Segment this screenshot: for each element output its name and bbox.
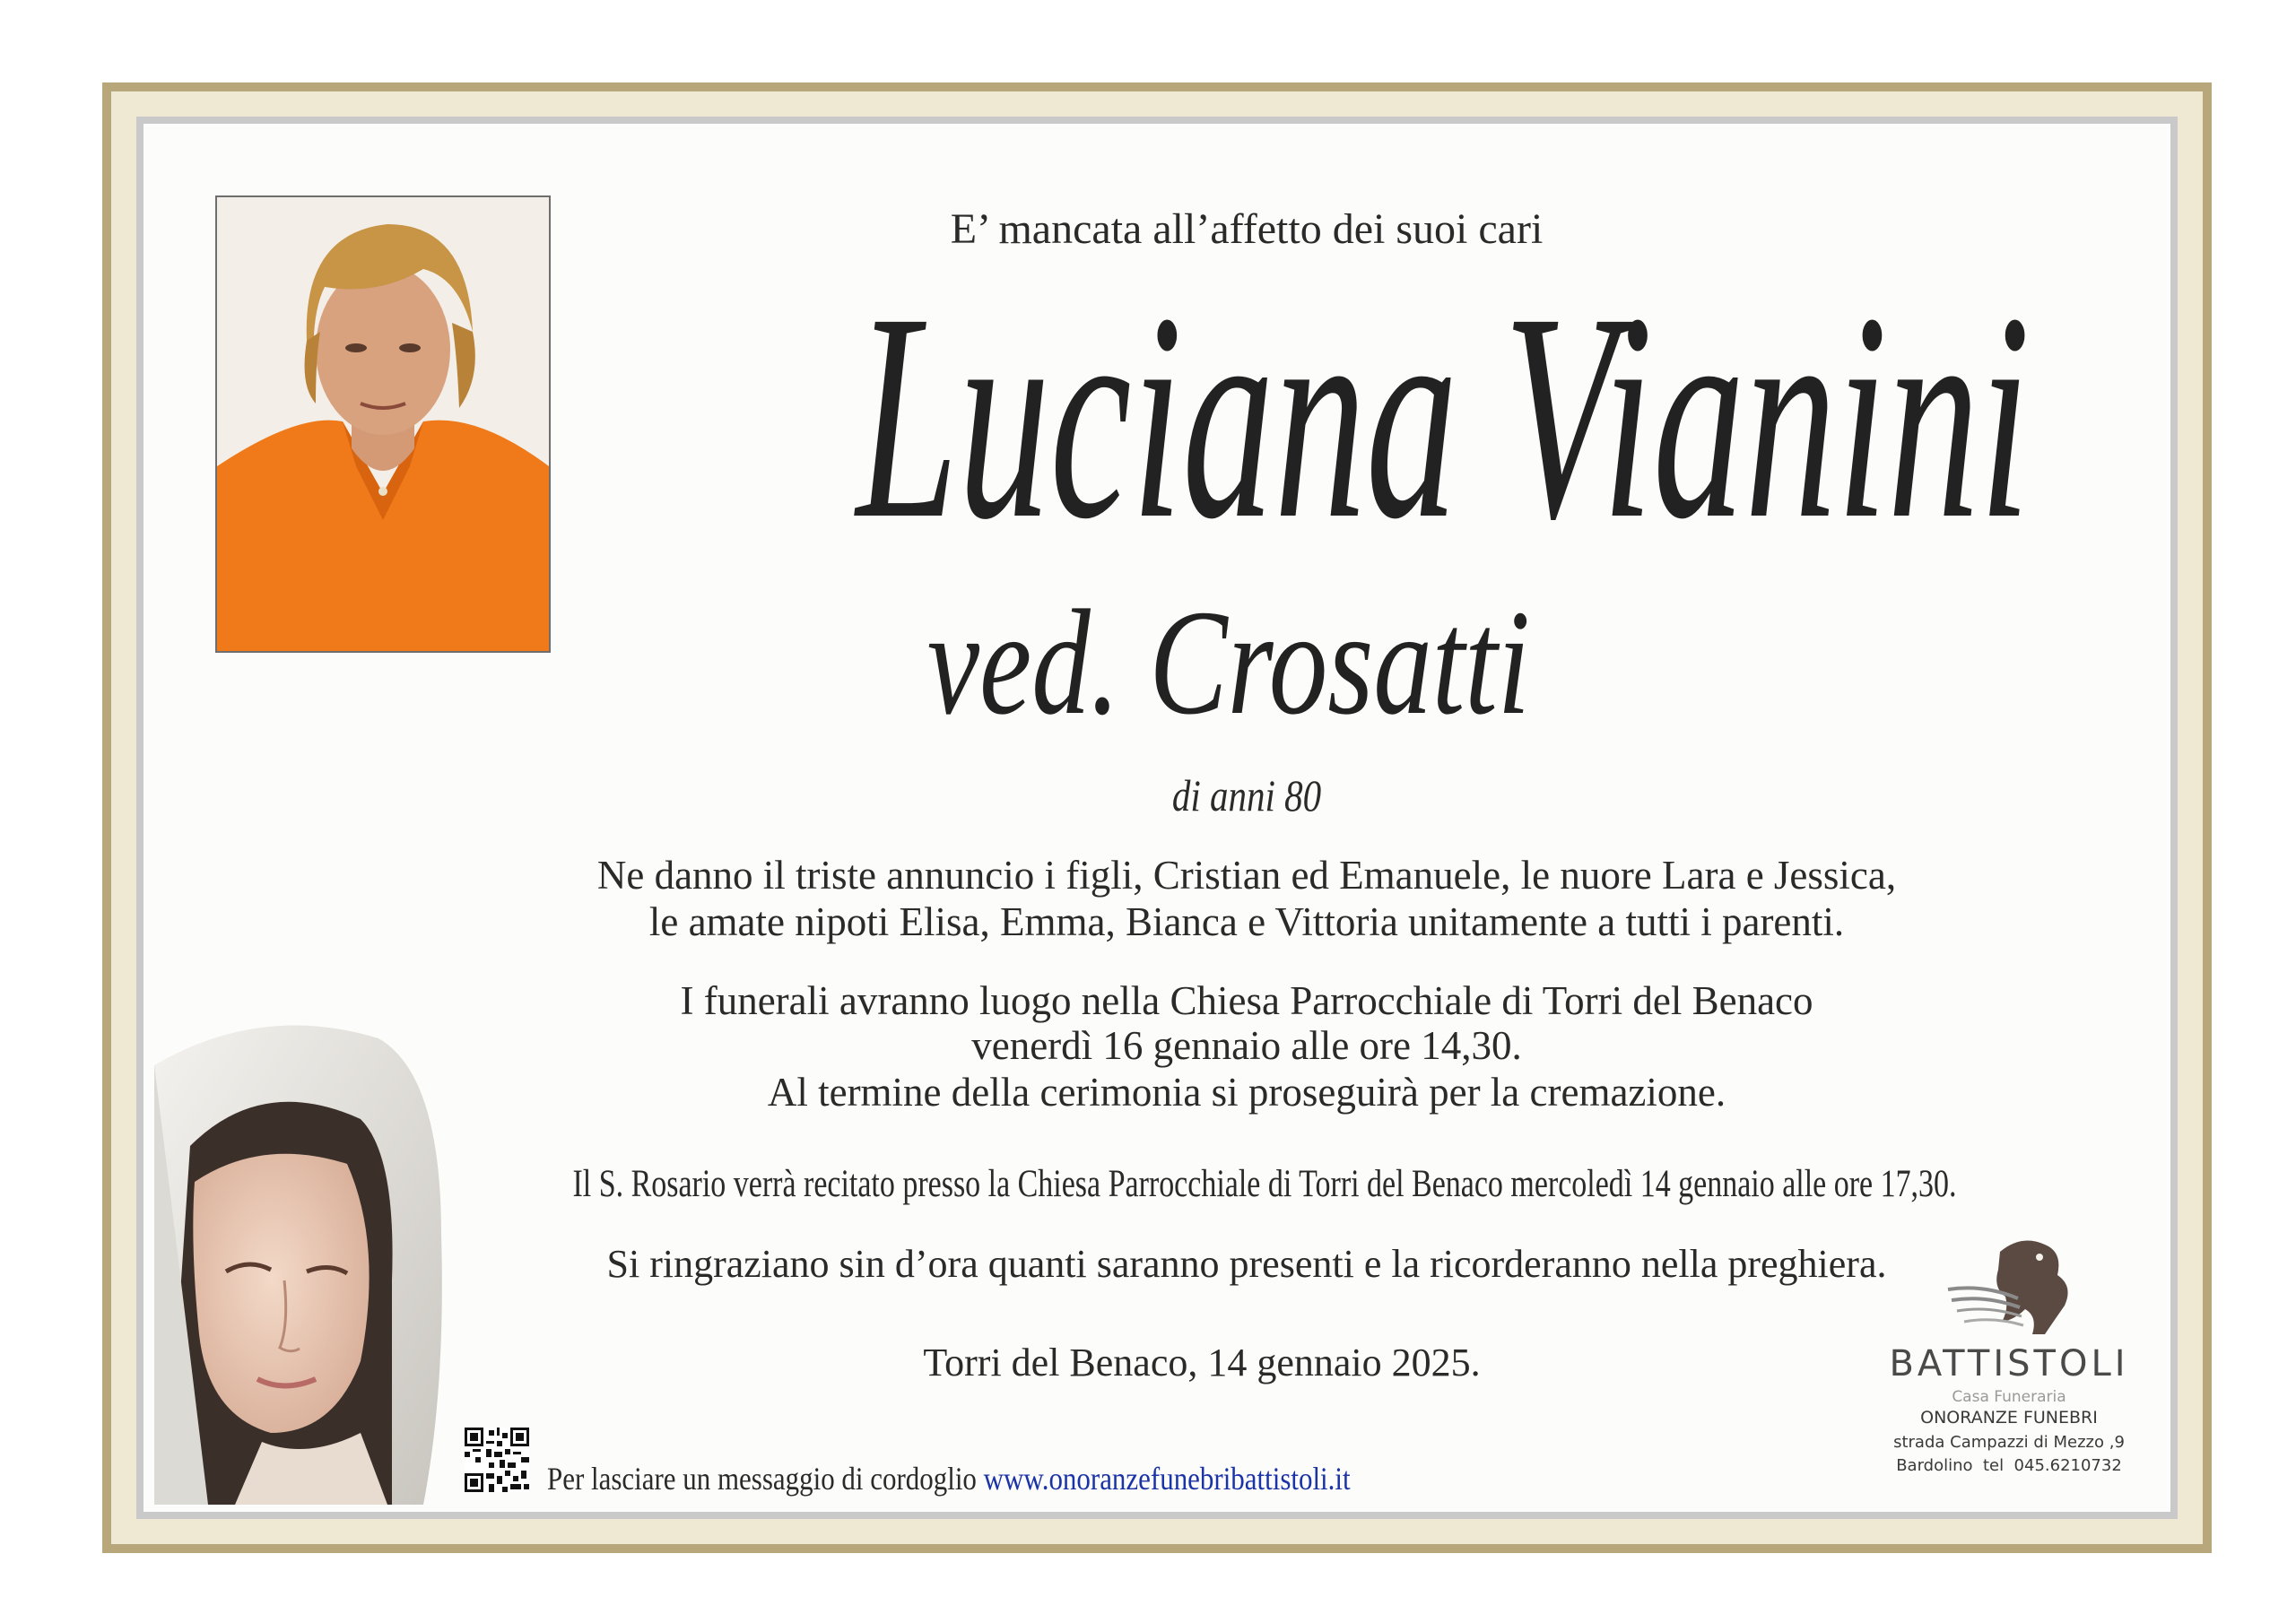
funeral-line-1: I funerali avranno luogo nella Chiesa Parrocchiale di Torri del Benaco [680, 978, 1813, 1023]
thanks-text: Si ringraziano sin d’ora quanti saranno presenti e la ricorderanno nella preghiera. [606, 1242, 1887, 1286]
qr-code-icon[interactable] [465, 1428, 529, 1492]
funeral-home-tagline: Casa Funeraria [1952, 1388, 2066, 1406]
condolence-link[interactable]: www.onoranzefunebribattistoli.it [983, 1461, 1351, 1497]
deceased-name: Luciana Vianini [856, 253, 2031, 580]
portrait-photo [215, 195, 551, 653]
funeral-home-service: ONORANZE FUNEBRI [1920, 1408, 2098, 1428]
intro-text: E’ mancata all’affetto dei suoi cari [950, 205, 1544, 253]
married-name: ved. Crosatti [926, 579, 1531, 746]
place-date: Torri del Benaco, 14 gennaio 2025. [923, 1341, 1481, 1384]
funeral-line-2: venerdì 16 gennaio alle ore 14,30. [971, 1023, 1522, 1068]
funeral-home-phone: Bardolino tel 045.6210732 [1896, 1456, 2122, 1475]
rosary-text: Il S. Rosario verrà recitato presso la Chiesa Parrocchiale di Torri del Benaco mercoledì 14 gennaio alle ore 17,30. [572, 1163, 1957, 1205]
age-text: di anni 80 [1171, 770, 1322, 820]
condolence-line [547, 1460, 1351, 1497]
funeral-line-3: Al termine della cerimonia si proseguirà per la cremazione. [767, 1070, 1726, 1115]
funeral-home-address: strada Campazzi di Mezzo ,9 [1893, 1433, 2125, 1452]
funeral-home-logo [1874, 1228, 2144, 1488]
funeral-home-name: BATTISTOLI [1889, 1343, 2129, 1384]
announce-line-1: Ne danno il triste annuncio i figli, Cristian ed Emanuele, le nuore Lara e Jessica, [596, 853, 1897, 898]
condolence-text: Per lasciare un messaggio di cordoglio [547, 1461, 977, 1497]
madonna-image [154, 1011, 450, 1505]
announce-line-2: le amate nipoti Elisa, Emma, Bianca e Vittoria unitamente a tutti i parenti. [648, 899, 1845, 944]
battistoli-horse-logo [1939, 1234, 2083, 1340]
